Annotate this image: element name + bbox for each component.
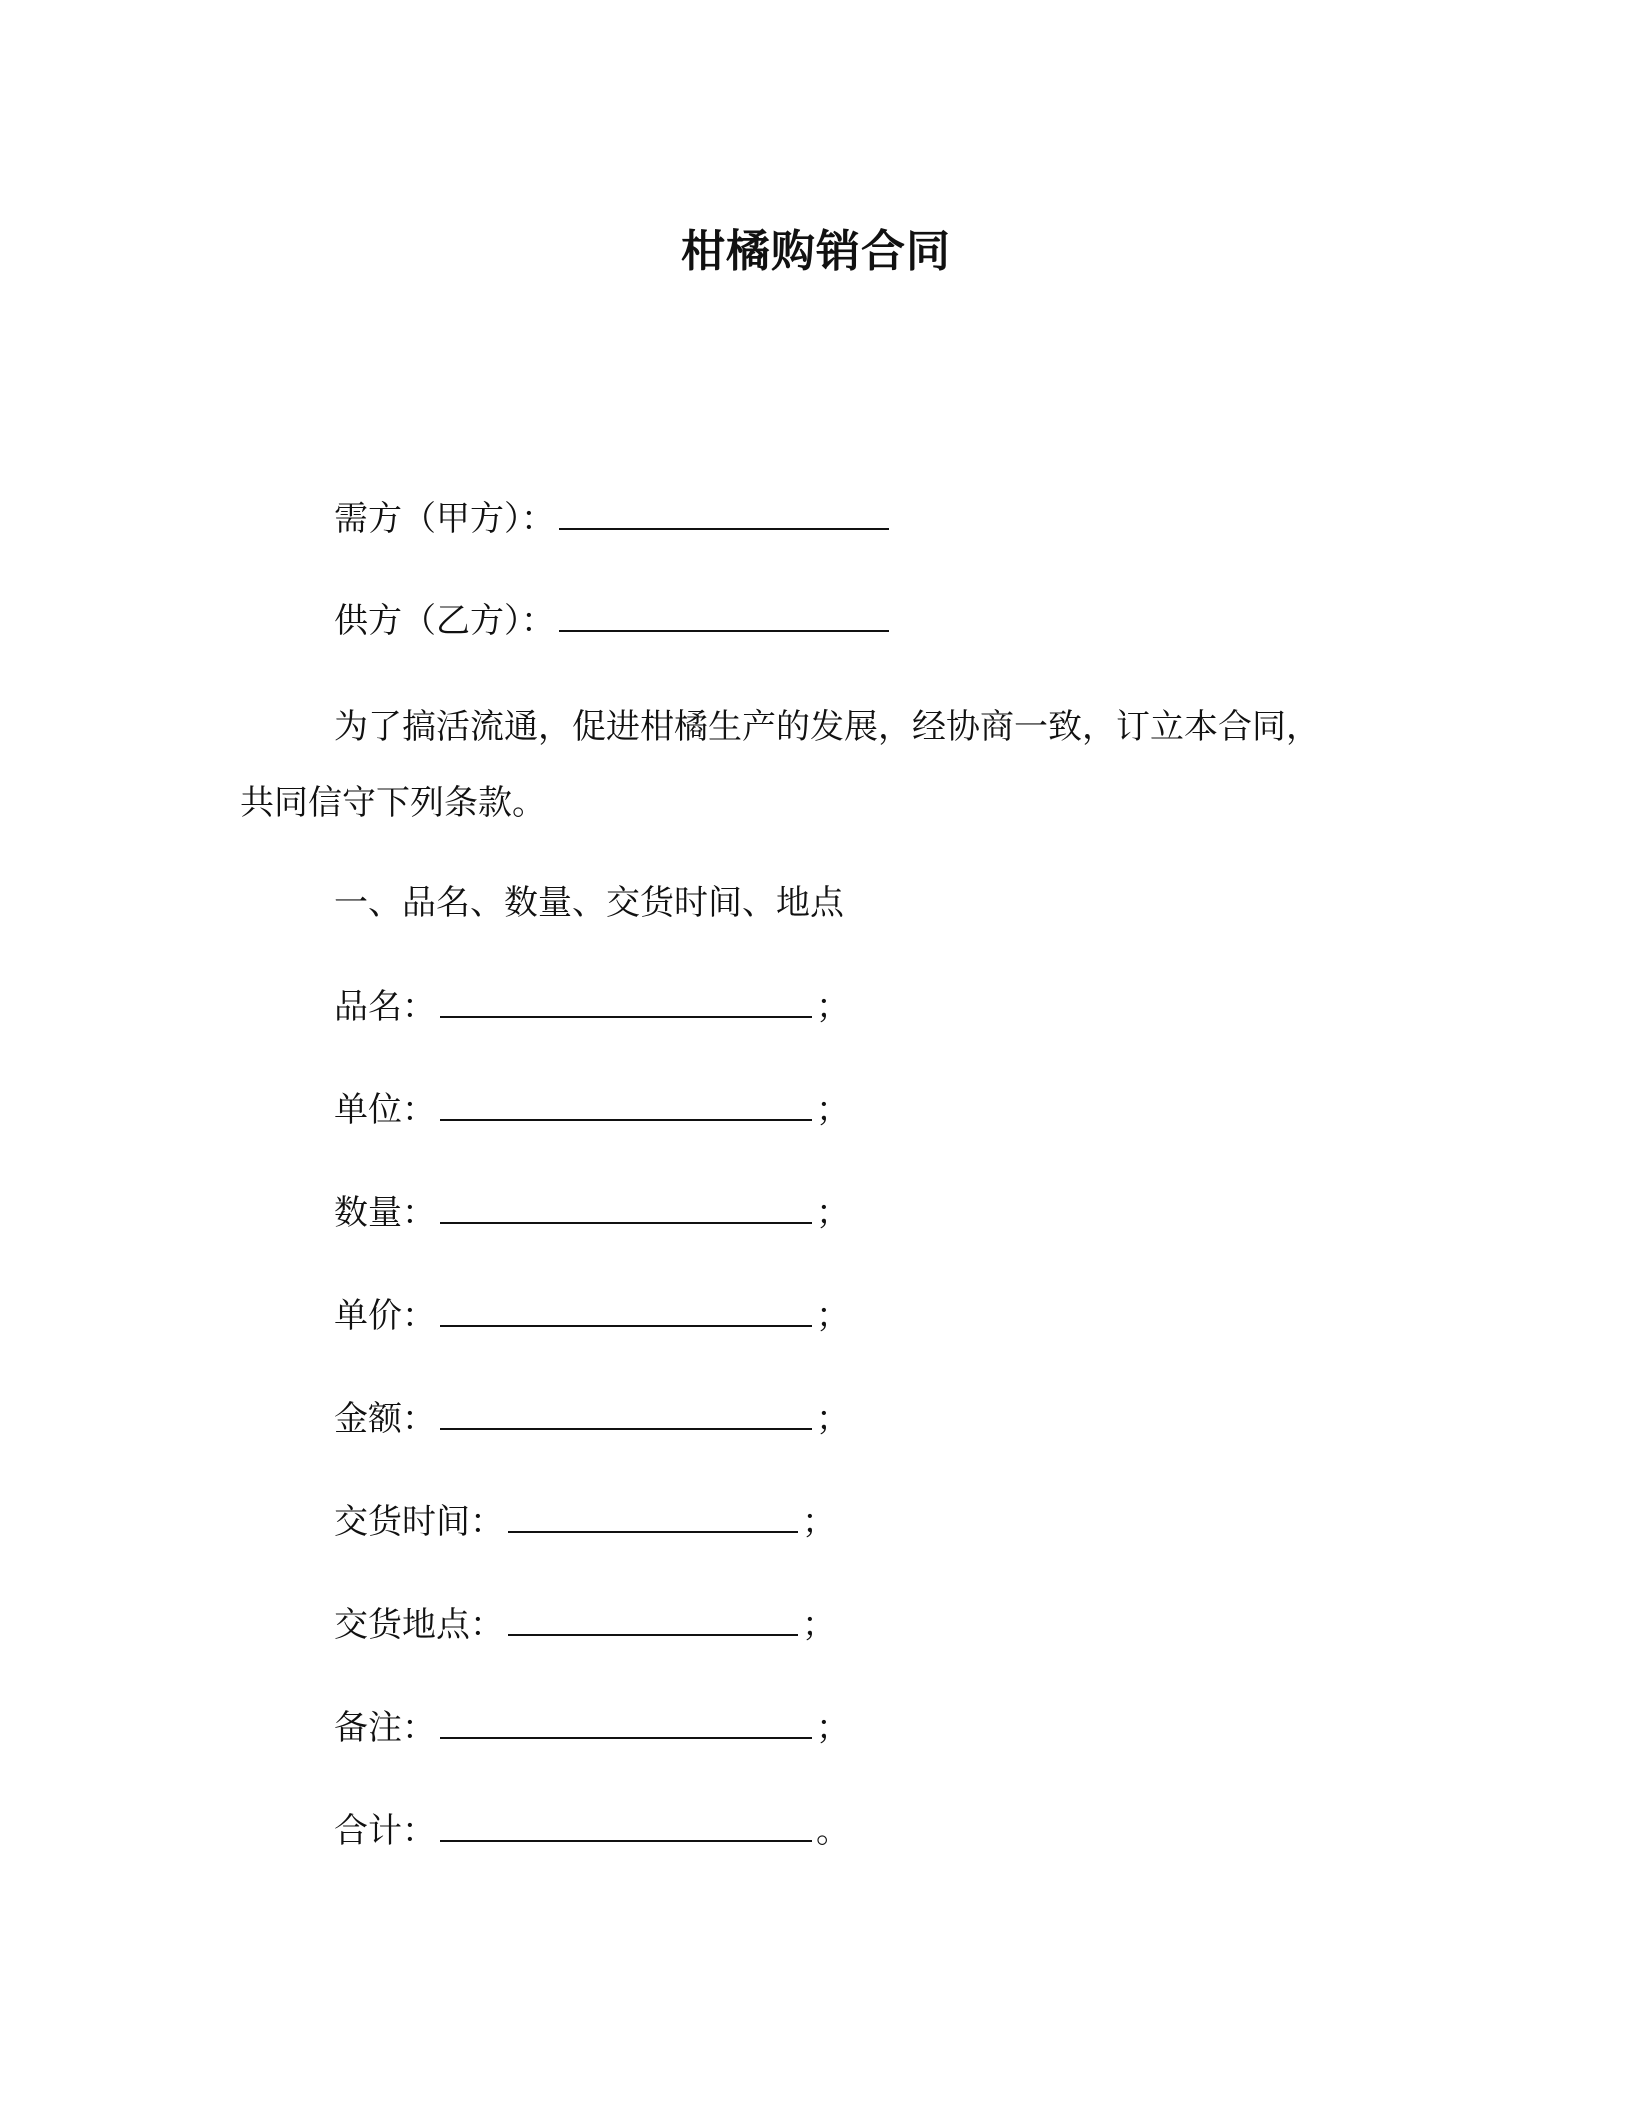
preamble-line-1: 为了搞活流通，促进柑橘生产的发展，经协商一致，订立本合同， bbox=[334, 707, 1320, 747]
field-label: 合计： bbox=[334, 1811, 436, 1851]
field-blank bbox=[440, 1192, 812, 1224]
field-blank bbox=[440, 1810, 812, 1842]
seller-blank bbox=[559, 600, 889, 632]
field-end: 。 bbox=[816, 1811, 850, 1851]
field-unit-price bbox=[334, 1293, 850, 1339]
field-end: ； bbox=[816, 1296, 850, 1336]
field-blank bbox=[440, 1295, 812, 1327]
field-label: 交货时间： bbox=[334, 1502, 504, 1542]
field-end: ； bbox=[816, 1090, 850, 1130]
buyer-line bbox=[334, 496, 893, 542]
field-blank bbox=[440, 986, 812, 1018]
field-end: ； bbox=[816, 1708, 850, 1748]
field-blank bbox=[440, 1707, 812, 1739]
field-label: 品名： bbox=[334, 987, 436, 1027]
field-blank bbox=[440, 1089, 812, 1121]
buyer-label: 需方（甲方）： bbox=[334, 499, 555, 539]
field-end: ； bbox=[802, 1605, 836, 1645]
seller-line bbox=[334, 598, 893, 644]
field-label: 金额： bbox=[334, 1399, 436, 1439]
field-end: ； bbox=[816, 1399, 850, 1439]
field-label: 备注： bbox=[334, 1708, 436, 1748]
field-delivery-time bbox=[334, 1499, 836, 1545]
preamble-line-2: 共同信守下列条款。 bbox=[240, 783, 546, 823]
field-label: 交货地点： bbox=[334, 1605, 504, 1645]
field-blank bbox=[508, 1501, 798, 1533]
field-delivery-place bbox=[334, 1602, 836, 1648]
field-product-name bbox=[334, 984, 850, 1030]
field-label: 单价： bbox=[334, 1296, 436, 1336]
field-amount bbox=[334, 1396, 850, 1442]
field-end: ； bbox=[816, 987, 850, 1027]
field-end: ； bbox=[802, 1502, 836, 1542]
field-blank bbox=[508, 1604, 798, 1636]
document-title: 柑橘购销合同 bbox=[681, 226, 951, 277]
field-label: 数量： bbox=[334, 1193, 436, 1233]
field-end: ； bbox=[816, 1193, 850, 1233]
seller-label: 供方（乙方）： bbox=[334, 601, 555, 641]
field-blank bbox=[440, 1398, 812, 1430]
field-unit bbox=[334, 1087, 850, 1133]
field-total bbox=[334, 1808, 850, 1854]
field-quantity bbox=[334, 1190, 850, 1236]
buyer-blank bbox=[559, 498, 889, 530]
field-label: 单位： bbox=[334, 1090, 436, 1130]
section-heading: 一、品名、数量、交货时间、地点 bbox=[334, 883, 844, 923]
field-remarks bbox=[334, 1705, 850, 1751]
